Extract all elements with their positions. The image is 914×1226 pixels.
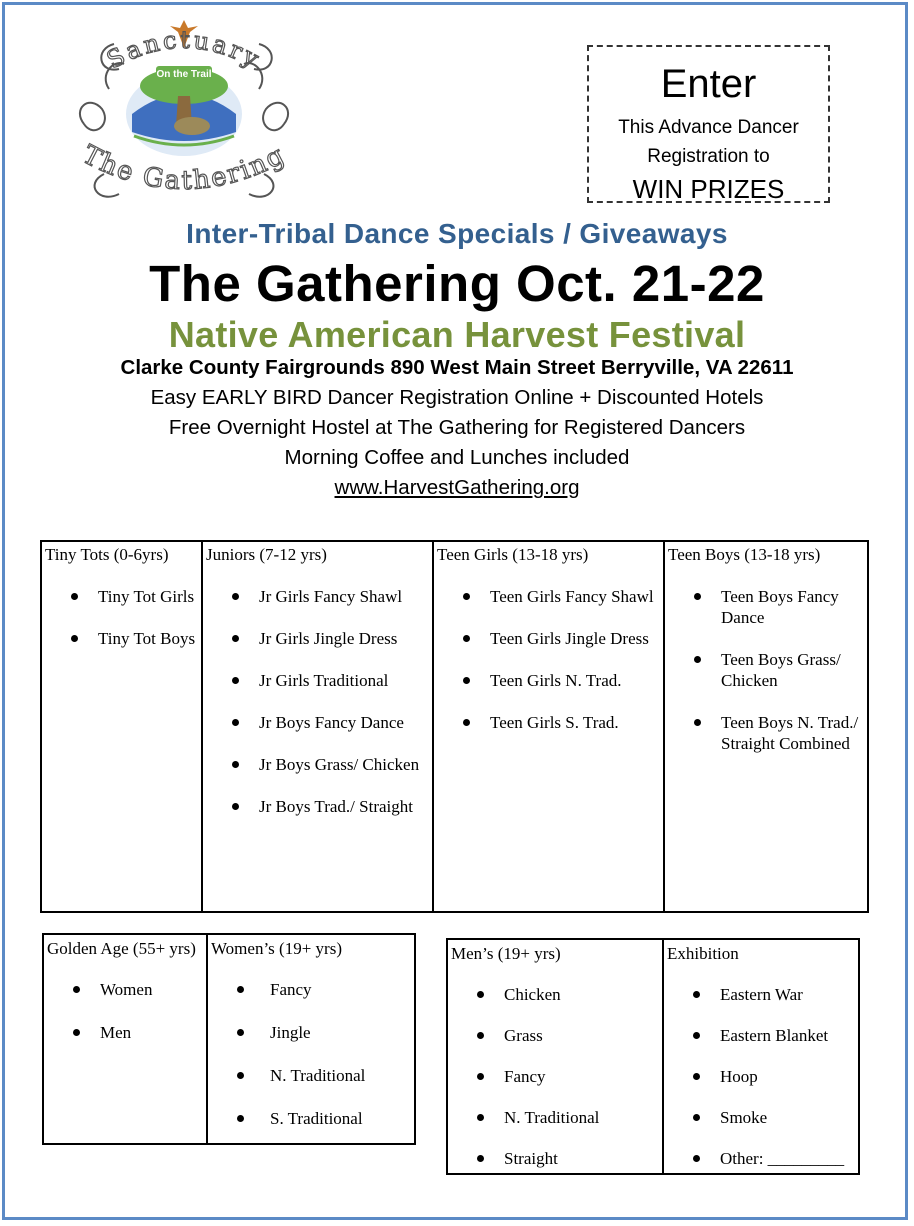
enter-line-2: Registration to [647, 146, 770, 167]
page-title: The Gathering Oct. 21-22 [149, 255, 765, 312]
column-tiny-tots [41, 541, 202, 912]
category-item: Jingle [208, 1022, 414, 1043]
category-list [448, 984, 662, 1169]
enter-line-1: This Advance Dancer [618, 117, 799, 138]
column-heading: Exhibition [667, 944, 739, 963]
subtitle: Inter-Tribal Dance Specials / Giveaways [186, 218, 728, 249]
category-item: Straight [448, 1148, 662, 1169]
column-heading: Juniors (7-12 yrs) [206, 545, 327, 564]
category-item: Women [44, 979, 206, 1000]
category-item: Teen Boys Fancy Dance [665, 586, 867, 628]
info-line-hostel: Free Overnight Hostel at The Gathering for Registered Dancers [168, 416, 746, 439]
category-item: Teen Boys N. Trad./ Straight Combined [665, 712, 867, 754]
column-teen-girls [433, 541, 664, 912]
category-item: N. Traditional [208, 1065, 414, 1086]
column-golden-age [43, 934, 207, 1144]
column-heading: Teen Girls (13-18 yrs) [437, 545, 589, 564]
category-item: Chicken [448, 984, 662, 1005]
category-item: Fancy [448, 1066, 662, 1087]
mens-exhibition-table [446, 938, 860, 1175]
category-item: Jr Girls Traditional [203, 670, 432, 691]
category-item: Grass [448, 1025, 662, 1046]
adult-categories-table [42, 933, 416, 1145]
category-item: S. Traditional [208, 1108, 414, 1129]
column-heading: Teen Boys (13-18 yrs) [668, 545, 821, 564]
column-heading: Golden Age (55+ yrs) [47, 939, 196, 958]
category-item: Fancy [208, 979, 414, 1000]
category-item: Teen Girls S. Trad. [434, 712, 663, 733]
category-list [208, 979, 414, 1129]
category-item: Teen Boys Grass/ Chicken [665, 649, 867, 691]
category-item: Other: _________ [664, 1148, 858, 1169]
venue-address: Clarke County Fairgrounds 890 West Main Street Berryville, VA 22611 [120, 356, 794, 379]
category-item: Jr Girls Fancy Shawl [203, 586, 432, 607]
info-line-registration: Easy EARLY BIRD Dancer Registration Online + Discounted Hotels [150, 386, 764, 409]
category-item: N. Traditional [448, 1107, 662, 1128]
prize-entry-box [587, 45, 830, 203]
category-item: Tiny Tot Boys [42, 628, 201, 649]
svg-text:On the Trail: On the Trail [156, 69, 212, 80]
column-teen-boys [664, 541, 868, 912]
category-item: Jr Girls Jingle Dress [203, 628, 432, 649]
website-link[interactable]: www.HarvestGathering.org [334, 476, 580, 499]
category-item: Men [44, 1022, 206, 1043]
category-item: Teen Girls N. Trad. [434, 670, 663, 691]
category-item: Tiny Tot Girls [42, 586, 201, 607]
category-list [434, 586, 663, 733]
column-juniors [202, 541, 433, 912]
category-item: Eastern War [664, 984, 858, 1005]
category-list [664, 984, 858, 1169]
column-womens [207, 934, 415, 1144]
youth-categories-table [40, 540, 869, 913]
column-heading: Tiny Tots (0-6yrs) [45, 545, 169, 564]
logo-graphic [74, 14, 294, 204]
info-line-meals: Morning Coffee and Lunches included [284, 446, 630, 469]
category-list [665, 586, 867, 754]
category-item: Jr Boys Grass/ Chicken [203, 754, 432, 775]
festival-name: Native American Harvest Festival [168, 314, 746, 355]
category-item: Jr Boys Fancy Dance [203, 712, 432, 733]
category-item: Teen Girls Jingle Dress [434, 628, 663, 649]
enter-title: Enter [660, 62, 757, 106]
column-heading: Women’s (19+ yrs) [211, 939, 342, 958]
win-prizes-text: WIN PRIZES [632, 174, 785, 204]
column-heading: Men’s (19+ yrs) [451, 944, 561, 963]
category-item: Eastern Blanket [664, 1025, 858, 1046]
svg-text:The Gathering: The Gathering [77, 139, 291, 197]
category-item: Teen Girls Fancy Shawl [434, 586, 663, 607]
svg-text:Sanctuary: Sanctuary [102, 25, 266, 75]
category-item: Jr Boys Trad./ Straight [203, 796, 432, 817]
category-list [203, 586, 432, 817]
column-mens [447, 939, 663, 1174]
category-item: Smoke [664, 1107, 858, 1128]
column-exhibition [663, 939, 859, 1174]
sanctuary-logo [74, 14, 294, 204]
category-item: Hoop [664, 1066, 858, 1087]
category-list [42, 586, 201, 649]
category-list [44, 979, 206, 1043]
